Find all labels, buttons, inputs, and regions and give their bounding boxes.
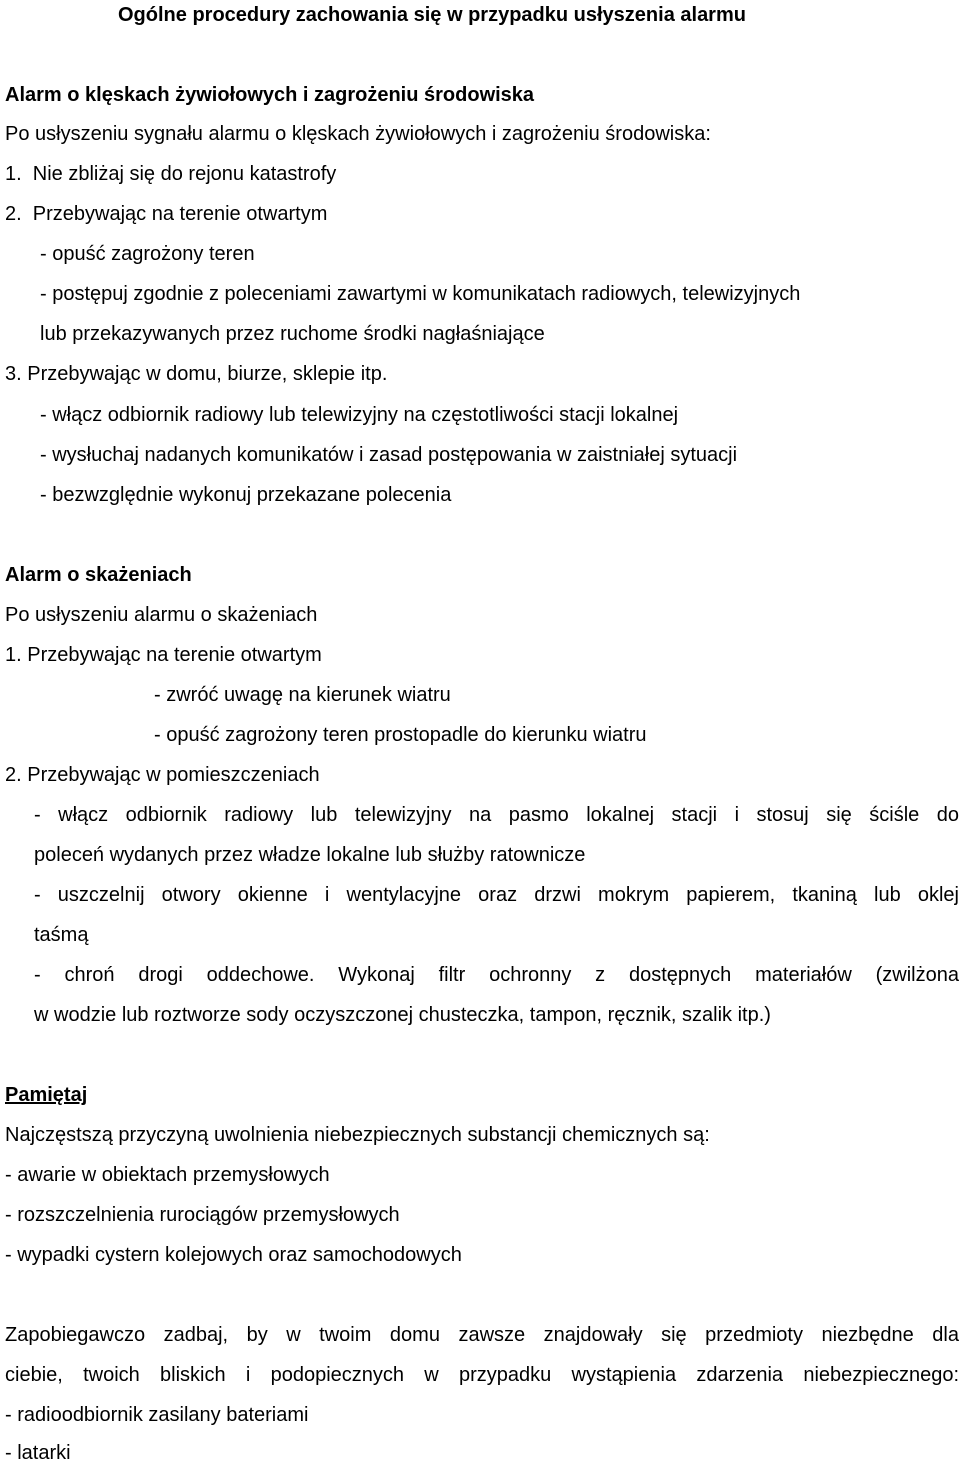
sub-item: - chroń drogi oddechowe. Wykonaj filtr ochronny z dostępnych materiałów (zwilżona [34,964,959,986]
sub-item: - uszczelnij otwory okienne i wentylacyjne oraz drzwi mokrym papierem, tkaniną lub oklej [34,884,959,906]
list-item: - awarie w obiektach przemysłowych [5,1164,330,1186]
sub-item: - bezwzględnie wykonuj przekazane polecenia [40,484,452,506]
sub-item-continuation: lub przekazywanych przez ruchome środki nagłaśniające [40,323,545,345]
page-title: Ogólne procedury zachowania się w przypadku usłyszenia alarmu [118,4,746,26]
section-heading-contamination: Alarm o skażeniach [5,564,192,586]
sub-item: - opuść zagrożony teren [40,243,255,265]
section-heading-remember: Pamiętaj [5,1084,88,1106]
paragraph-line: Zapobiegawczo zadbaj, by w twoim domu zawsze znajdowały się przedmioty niezbędne dla [5,1324,959,1346]
list-item: - rozszczelnienia rurociągów przemysłowych [5,1204,400,1226]
sub-item: - włącz odbiornik radiowy lub telewizyjny na częstotliwości stacji lokalnej [40,404,679,426]
list-item-1: 1. Przebywając na terenie otwartym [5,644,322,666]
list-item: - latarki [5,1442,71,1464]
list-item: - radioodbiornik zasilany bateriami [5,1404,309,1426]
sub-item-continuation: poleceń wydanych przez władze lokalne lub służby ratownicze [34,844,586,866]
list-item-2: 2. Przebywając na terenie otwartym [5,203,328,225]
sub-item: - opuść zagrożony teren prostopadle do kierunku wiatru [154,724,647,746]
sub-item: - wysłuchaj nadanych komunikatów i zasad postępowania w zaistniałej sytuacji [40,444,738,466]
section-intro: Po usłyszeniu alarmu o skażeniach [5,604,318,626]
sub-item-continuation: taśmą [34,924,89,946]
list-item-3: 3. Przebywając w domu, biurze, sklepie itp. [5,363,388,385]
section-intro: Najczęstszą przyczyną uwolnienia niebezpiecznych substancji chemicznych są: [5,1124,710,1146]
list-item: - wypadki cystern kolejowych oraz samochodowych [5,1244,462,1266]
sub-item: - zwróć uwagę na kierunek wiatru [154,684,451,706]
section-heading-natural-disasters: Alarm o klęskach żywiołowych i zagrożeniu środowiska [5,84,535,106]
sub-item: - postępuj zgodnie z poleceniami zawartymi w komunikatach radiowych, telewizyjnych [40,283,801,305]
sub-item: - włącz odbiornik radiowy lub telewizyjny na pasmo lokalnej stacji i stosuj się ściśle do [34,804,959,826]
section-intro: Po usłyszeniu sygnału alarmu o klęskach żywiołowych i zagrożeniu środowiska: [5,123,711,145]
sub-item-continuation: w wodzie lub roztworze sody oczyszczonej chusteczka, tampon, ręcznik, szalik itp.) [34,1004,771,1026]
list-item-1: 1. Nie zbliżaj się do rejonu katastrofy [5,163,337,185]
paragraph-line: ciebie, twoich bliskich i podopiecznych w przypadku wystąpienia zdarzenia niebezpiecznego: [5,1364,959,1386]
list-item-2: 2. Przebywając w pomieszczeniach [5,764,320,786]
